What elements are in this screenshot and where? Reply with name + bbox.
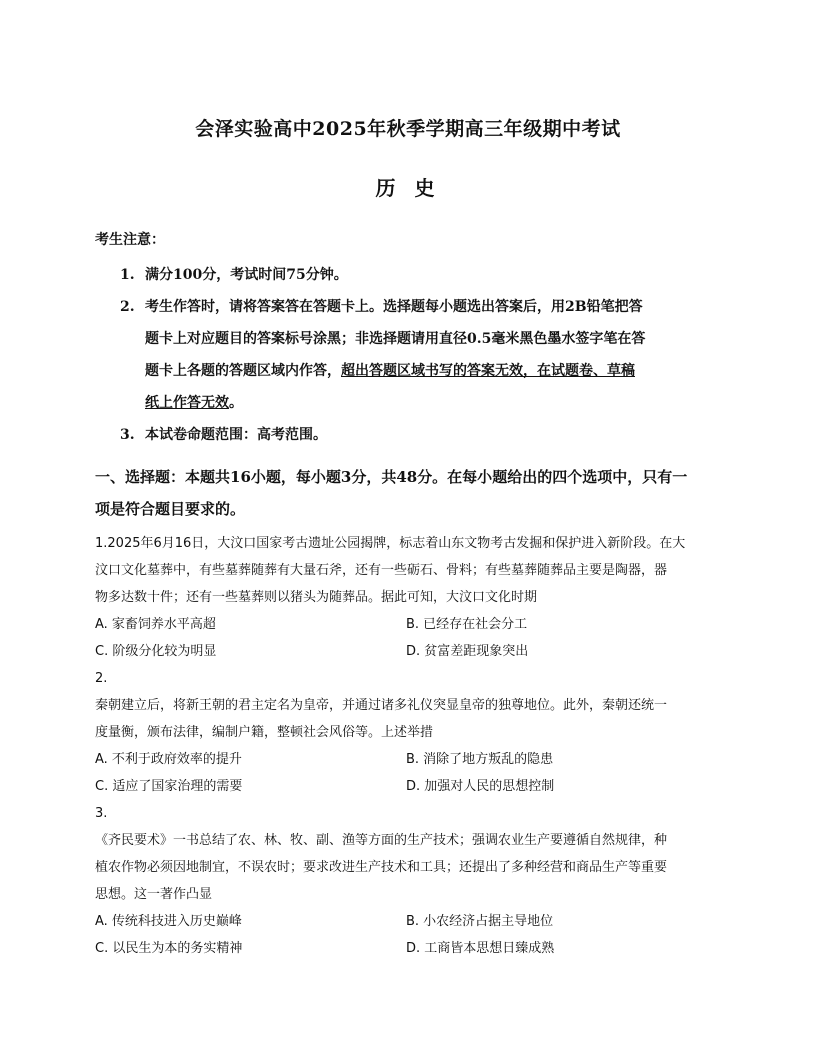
question-text-line: 《齐民要术》一书总结了农、林、牧、副、渔等方面的生产技术；强调农业生产要遵循自然规律，种: [95, 833, 668, 848]
option-d: D. 贫富差距现象突出: [406, 644, 529, 659]
underlined-warning: 超出答题区域书写的答案无效，在试题卷、草稿: [341, 363, 635, 379]
notice-item-line: [145, 355, 720, 387]
option-a: A. 传统科技进入历史巅峰: [95, 914, 242, 929]
question-number: 2.: [95, 671, 108, 686]
option-c: C. 阶级分化较为明显: [95, 644, 217, 659]
option-b: B. 小农经济占据主导地位: [406, 914, 554, 929]
option-d: D. 加强对人民的思想控制: [406, 779, 555, 794]
options-row: [95, 773, 725, 800]
options-row: [95, 746, 725, 773]
notice-heading: 考生注意：: [95, 232, 165, 248]
question-text-line: 1.2025年6月16日，大汶口国家考古遗址公园揭牌，标志着山东文物考古发掘和保护进入新阶段。在大: [95, 536, 686, 551]
question-number: 3.: [95, 806, 108, 821]
notice-item-line: 题卡上对应题目的答案标号涂黑；非选择题请用直径0.5毫米黑色墨水签字笔在答: [145, 331, 646, 347]
question-text-line: 秦朝建立后，将新王朝的君主定名为皇帝，并通过诸多礼仪突显皇帝的独尊地位。此外，秦朝还统一: [95, 698, 668, 713]
question-text-line: 植农作物必须因地制宜，不误农时；要求改进生产技术和工具；还提出了多种经营和商品生产等重要: [95, 860, 668, 875]
option-c: C. 适应了国家治理的需要: [95, 779, 243, 794]
notice-item-text: 本试卷命题范围：高考范围。: [145, 427, 327, 443]
notice-item-text: 题卡上各题的答题区域内作答，: [145, 363, 341, 379]
notice-item-number: 3.: [120, 427, 135, 443]
option-d: D. 工商皆本思想日臻成熟: [406, 941, 555, 956]
notice-item-line: [145, 387, 720, 419]
notice-item-text: 。: [229, 395, 243, 411]
question-3: [95, 800, 725, 962]
question-list: [95, 530, 725, 962]
notice-item-line: 考生作答时，请将答案答在答题卡上。选择题每小题选出答案后，用2B铅笔把答: [145, 299, 643, 315]
notice-item-3: [120, 419, 720, 451]
section-heading-line: 一、选择题：本题共16小题，每小题3分，共48分。在每小题给出的四个选项中，只有一: [95, 468, 688, 486]
question-text-line: 思想。这一著作凸显: [95, 887, 213, 902]
options-row: [95, 638, 725, 665]
question-1: [95, 530, 725, 665]
question-text-line: 汶口文化墓葬中，有些墓葬随葬有大量石斧，还有一些砺石、骨料；有些墓葬随葬品主要是陶器，器: [95, 563, 668, 578]
option-b: B. 消除了地方叛乱的隐患: [406, 752, 554, 767]
option-a: A. 不利于政府效率的提升: [95, 752, 242, 767]
notice-item-2: [120, 291, 720, 419]
underlined-warning: 纸上作答无效: [145, 395, 229, 411]
question-text-line: 物多达数十件；还有一些墓葬则以猪头为随葬品。据此可知，大汶口文化时期: [95, 590, 538, 605]
options-row: [95, 611, 725, 638]
notice-item-number: 1.: [120, 267, 135, 283]
notice-item-text: 满分100分，考试时间75分钟。: [145, 267, 348, 283]
subject-title: 历 史: [375, 176, 441, 200]
question-text-line: 度量衡，颁布法律，编制户籍，整顿社会风俗等。上述举措: [95, 725, 434, 740]
options-row: [95, 908, 725, 935]
option-c: C. 以民生为本的务实精神: [95, 941, 243, 956]
section-heading-line: 项是符合题目要求的。: [95, 500, 246, 518]
notice-item-1: [120, 259, 720, 291]
section-heading: [95, 461, 723, 525]
question-2: [95, 665, 725, 800]
option-b: B. 已经存在社会分工: [406, 617, 528, 632]
notice-item-number: 2.: [120, 299, 135, 315]
option-a: A. 家畜饲养水平高超: [95, 617, 216, 632]
notice-list: [120, 259, 720, 451]
exam-title: 会泽实验高中2025年秋季学期高三年级期中考试: [195, 118, 621, 140]
options-row: [95, 935, 725, 962]
